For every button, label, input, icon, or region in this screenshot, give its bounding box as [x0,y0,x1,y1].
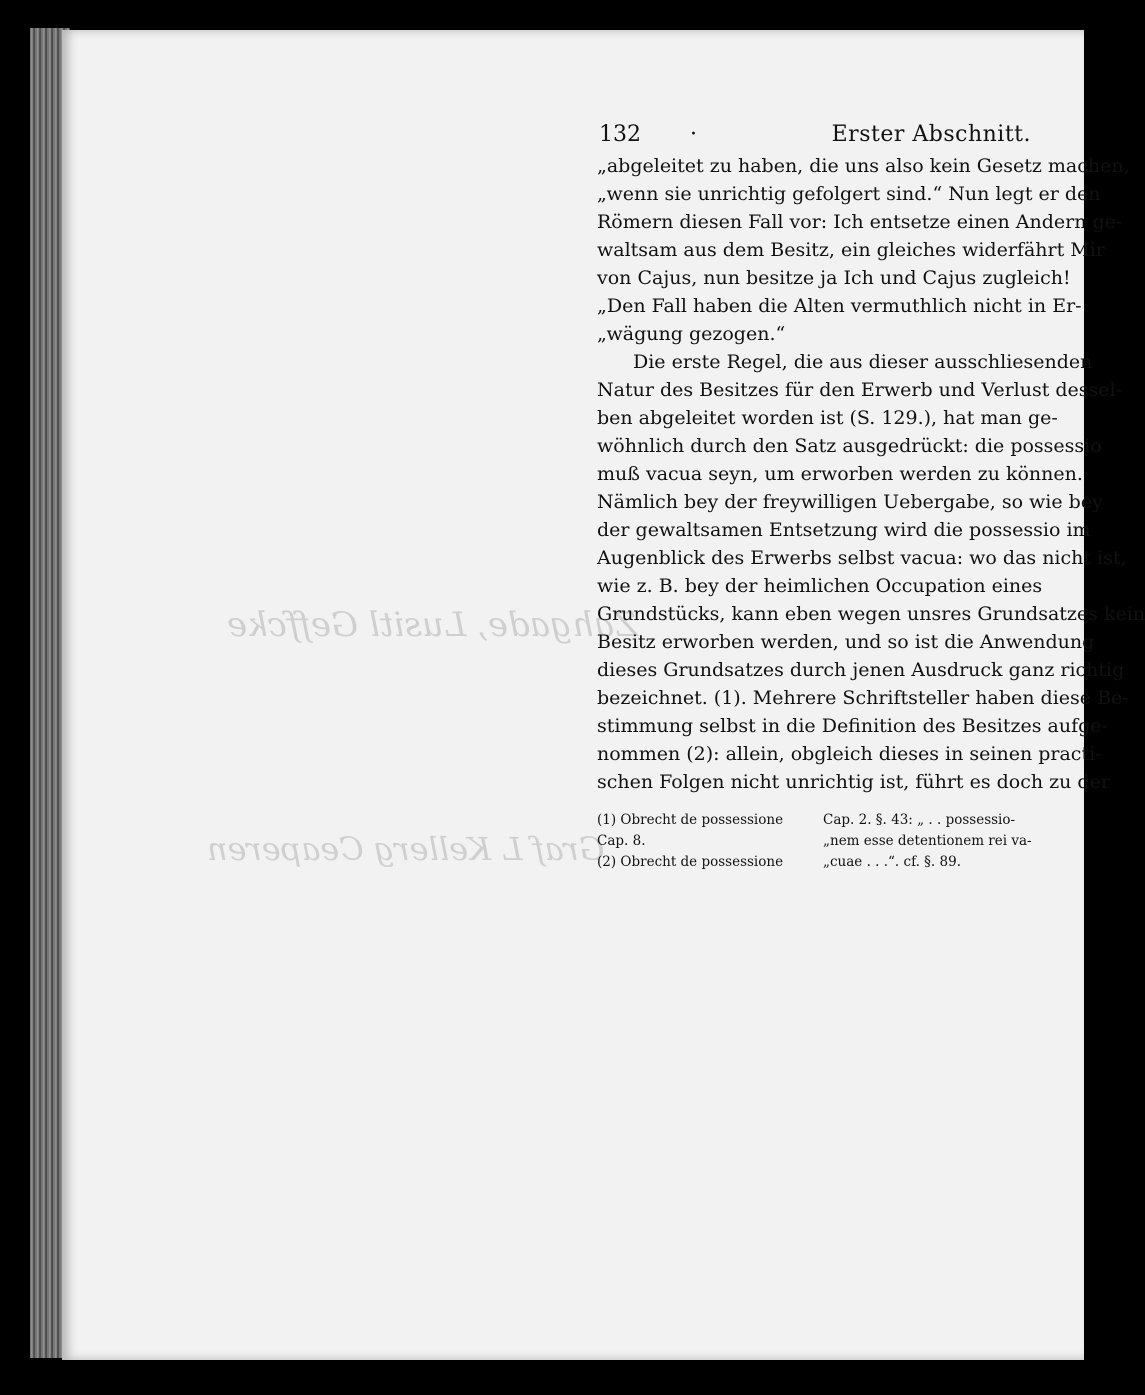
text-line: „Den Fall haben die Alten vermuthlich nicht in Er- [597,295,1082,317]
text-line: „wenn sie unrichtig gefolgert sind.“ Nun legt er den [597,183,1101,205]
bleed-through-handwriting-2: Graf L Kellerg Ceaperen [207,830,605,868]
text-line: Grundstücks, kann eben wegen unsres Grundsatzes kein [597,603,1145,625]
text-line: stimmung selbst in die Definition des Besitzes aufge- [597,715,1108,737]
text-line: waltsam aus dem Besitz, ein gleiches widerfährt Mir [597,239,1105,261]
text-line: Besitz erworben werden, und so ist die Anwendung [597,631,1095,653]
text-line: muß vacua seyn, um erworben werden zu können. [597,463,1083,485]
page-content [597,112,1145,873]
text-line: wöhnlich durch den Satz ausgedrückt: die possessio [597,435,1102,457]
footnote-line: „nem esse detentionem rei va- [823,833,1032,849]
text-line: nommen (2): allein, obgleich dieses in seinen practi- [597,743,1102,765]
text-line: Augenblick des Erwerbs selbst vacua: wo das nicht ist, [597,547,1127,569]
text-line: Nämlich bey der freywilligen Uebergabe, so wie bey [597,491,1103,513]
text-line: „abgeleitet zu haben, die uns also kein Gesetz machen, [597,155,1130,177]
bleed-through-handwriting-1: Zahgade, Lusitl Geffcke [227,605,638,645]
section-title: Erster Abschnitt. [831,122,1031,147]
footnotes [597,810,1033,873]
running-head [597,112,1033,152]
text-line: wie z. B. bey der heimlichen Occupation eines [597,575,1043,597]
footnotes-right-column [823,810,1033,873]
text-line: dieses Grundsatzes durch jenen Ausdruck ganz richtig [597,659,1125,681]
page-number: 132 [599,122,641,147]
footnote-line: „cuae . . .“. cf. §. 89. [823,854,961,870]
footnote-line: Cap. 8. [597,833,646,849]
text-line: der gewaltsamen Entsetzung wird die possessio im [597,519,1091,541]
footnote-line: (1) Obrecht de possessione [597,812,784,828]
footnote-line: (2) Obrecht de possessione [597,854,784,870]
text-line: bezeichnet. (1). Mehrere Schriftsteller haben diese Be- [597,687,1129,709]
footnote-line: Cap. 2. §. 43: „ . . possessio- [823,812,1016,828]
text-line: von Cajus, nun besitze ja Ich und Cajus zugleich! [597,267,1071,289]
running-head-dot: · [690,122,697,147]
text-line: ben abgeleitet worden ist (S. 129.), hat man ge- [597,407,1058,429]
text-line: schen Folgen nicht unrichtig ist, führt es doch zu der [597,771,1110,793]
text-line: „wägung gezogen.“ [597,323,786,345]
text-line: Natur des Besitzes für den Erwerb und Verlust dessel- [597,379,1123,401]
text-line: Römern diesen Fall vor: Ich entsetze einen Andern ge- [597,211,1123,233]
text-line: Die erste Regel, die aus dieser ausschliesenden [633,351,1093,373]
footnotes-left-column [597,810,807,873]
body-text [597,152,1145,796]
